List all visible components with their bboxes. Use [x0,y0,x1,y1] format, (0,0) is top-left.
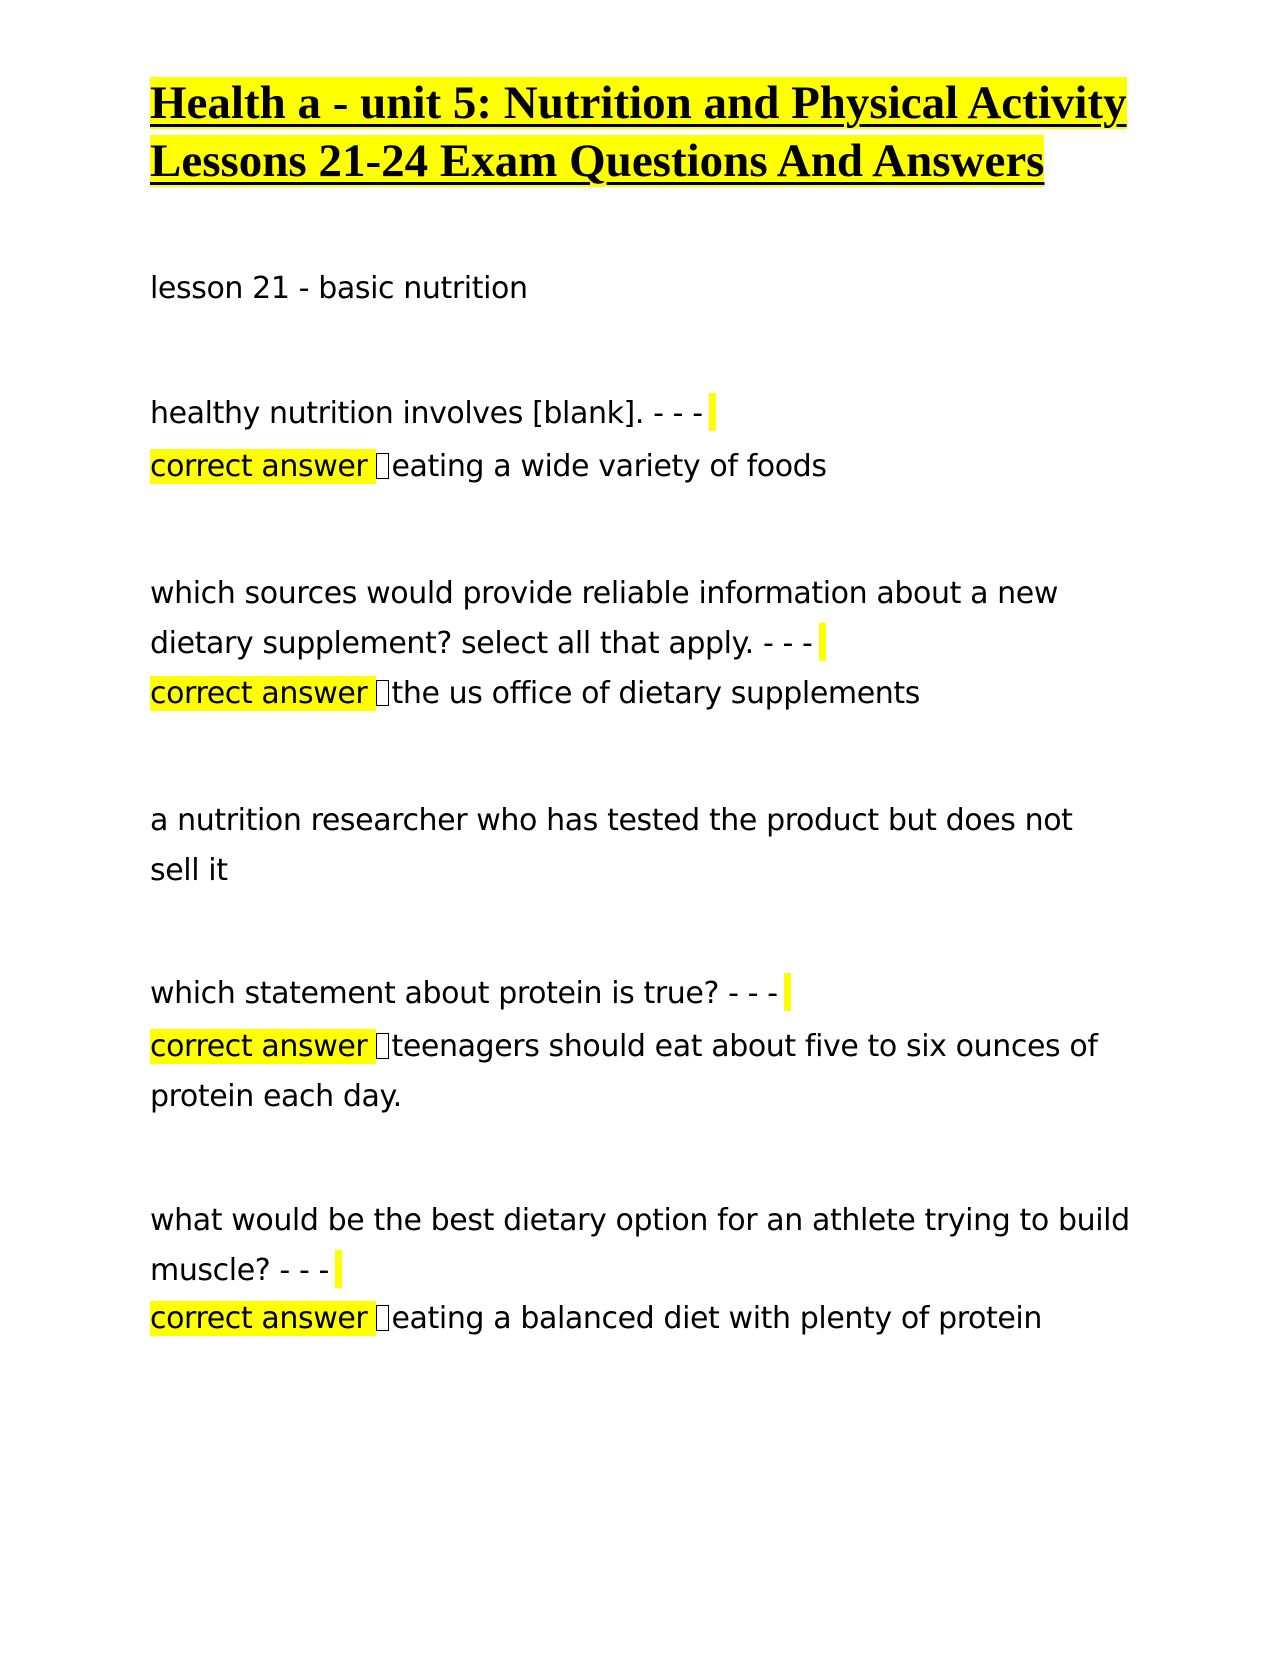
question-2 [150,569,1130,669]
question-3 [150,969,1130,1019]
answer-1-text: eating a wide variety of foods [391,449,827,484]
answer-4 [150,1294,1130,1344]
correct-answer-label: correct answer [150,1029,376,1064]
highlight-marker [709,393,716,431]
highlight-marker [784,973,791,1011]
answer-2-text: the us office of dietary supplements [391,676,920,711]
missing-glyph-icon [376,1033,389,1059]
question-4 [150,1196,1130,1296]
answer-4-text: eating a balanced diet with plenty of protein [391,1301,1042,1336]
missing-glyph-icon [376,453,389,479]
correct-answer-label: correct answer [150,676,376,711]
correct-answer-label: correct answer [150,449,376,484]
document-title-text: Health a - unit 5: Nutrition and Physical Activity Lessons 21-24 Exam Questions And Answers [150,77,1127,187]
lesson-heading: lesson 21 - basic nutrition [150,271,528,306]
question-4-text: what would be the best dietary option for an athlete trying to build muscle? [150,1203,1130,1288]
question-3-text: which statement about protein is true? [150,976,719,1011]
correct-answer-label: correct answer [150,1301,376,1336]
highlight-marker [819,623,826,661]
answer-2 [150,669,1130,719]
question-1-separator: - - - [653,396,703,431]
missing-glyph-icon [376,1305,389,1331]
highlight-marker [335,1250,342,1288]
answer-1 [150,442,1130,492]
question-4-separator: - - - [279,1253,329,1288]
question-1 [150,389,1130,439]
missing-glyph-icon [376,680,389,706]
question-3-separator: - - - [728,976,778,1011]
question-2-text: which sources would provide reliable information about a new dietary supplement? select all that apply. [150,576,1058,661]
answer-2-continued: a nutrition researcher who has tested the product but does not sell it [150,803,1073,888]
answer-3 [150,1022,1130,1122]
question-2-separator: - - - [762,626,813,661]
document-title [150,74,1150,190]
answer-3-text: teenagers should eat about five to six ounces of protein each day. [150,1029,1098,1114]
question-1-text: healthy nutrition involves [blank]. [150,396,644,431]
